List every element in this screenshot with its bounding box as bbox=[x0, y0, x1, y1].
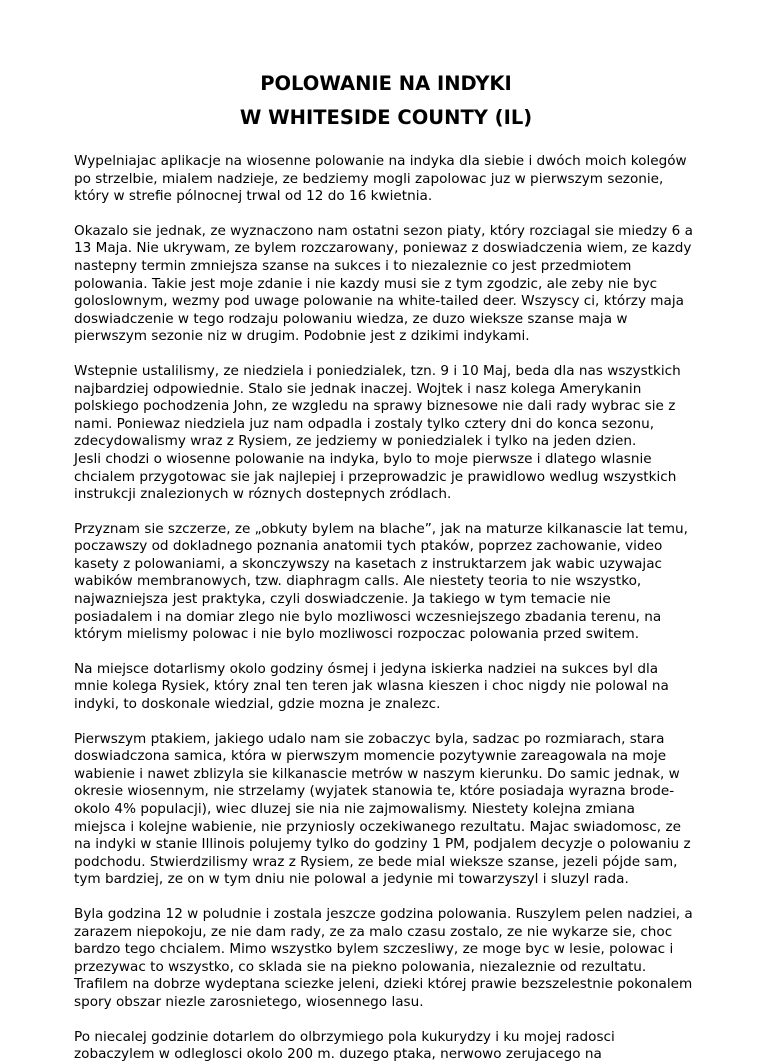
text-line: który w strefie pólnocnej trwal od 12 do 16 kwietnia. bbox=[74, 188, 433, 205]
text-line: instrukcji znalezionych w róznych dostepnych zródlach. bbox=[74, 486, 452, 503]
text-line: 13 Maja. Nie ukrywam, ze bylem rozczarowany, poniewaz z doswiadczenia wiem, ze kazdy bbox=[74, 240, 692, 257]
text-line: Jesli chodzi o wiosenne polowanie na indyka, bylo to moje pierwsze i dlatego wlasnie bbox=[74, 450, 652, 467]
text-line: bardzo tego chcialem. Mimo wszystko bylem szczesliwy, ze moge byc w lesie, polowac i bbox=[74, 941, 674, 958]
text-line: najbardziej odpowiednie. Stalo sie jednak inaczej. Wojtek i nasz kolega Amerykanin bbox=[74, 380, 642, 397]
text-line: Wypelniajac aplikacje na wiosenne polowanie na indyka dla siebie i dwóch moich kolegów bbox=[74, 153, 687, 169]
paragraph bbox=[74, 521, 698, 644]
text-line: goloslownym, wezmy pod uwage polowanie na white-tailed deer. Wszyscy ci, którzy maja bbox=[74, 293, 684, 310]
text-line: po strzelbie, mialem nadzieje, ze bedziemy mogli zapolowac juz w pierwszym sezonie, bbox=[74, 170, 664, 187]
text-line: spory obszar niezle zarosnietego, wiosennego lasu. bbox=[74, 993, 424, 1010]
text-line: kasety z polowaniami, a skonczywszy na kasetach z instruktarzem jak wabic uzywajac bbox=[74, 555, 663, 572]
text-line: indyki, to doskonale wiedzial, gdzie mozna je znalezc. bbox=[74, 696, 441, 713]
text-line: posiadalem i na domiar zlego nie bylo mozliwosci wczesniejszego zbadania terenu, na bbox=[74, 608, 662, 625]
text-line: doswiadczenie w tego rodzaju polowaniu wiedza, ze duzo wieksze szanse maja w bbox=[74, 310, 628, 327]
paragraph bbox=[74, 906, 698, 1012]
text-line: najwazniejsza jest praktyka, czyli doswiadczenie. Ja takiego w tym temacie nie bbox=[74, 591, 611, 608]
text-line: Wstepnie ustalilismy, ze niedziela i poniedzialek, tzn. 9 i 10 Maj, beda dla nas wszystkich bbox=[74, 362, 681, 379]
text-line: nastepny termin zmniejsza szanse na sukces i to niezaleznie co jest przedmiotem bbox=[74, 257, 632, 274]
title-line-2: W WHITESIDE COUNTY (IL) bbox=[239, 106, 533, 129]
text-line: którym mielismy polowac i nie bylo mozliwosci rozpoczac polowania przed switem. bbox=[74, 626, 640, 643]
text-line: Okazalo sie jednak, ze wyznaczono nam ostatni sezon piaty, który rozciagal sie miedzy 6 a bbox=[74, 222, 693, 239]
text-line: Na miejsce dotarlismy okolo godziny ósmej i jedyna iskierka nadziei na sukces byl dla bbox=[74, 660, 659, 677]
text-line: Po niecalej godzinie dotarlem do olbrzymiego pola kukurydzy i ku mojej radosci bbox=[74, 1028, 615, 1045]
paragraph bbox=[74, 731, 698, 889]
text-line: zobaczylem w odleglosci okolo 200 m. duzego ptaka, nerwowo zerujacego na bbox=[74, 1046, 602, 1063]
text-line: chcialem przygotowac sie jak najlepiej i przeprowadzic je prawidlowo wedlug wszystkich bbox=[74, 468, 677, 485]
text-line: wabików membranowych, tzw. diaphragm calls. Ale niestety teoria to nie wszystko, bbox=[74, 573, 642, 590]
paragraph bbox=[74, 153, 698, 206]
text-line: Pierwszym ptakiem, jakiego udalo nam sie zobaczyc byla, sadzac po rozmiarach, stara bbox=[74, 730, 665, 747]
text-line: doswiadczona samica, która w pierwszym momencie pozytywnie zareagowala na moje bbox=[74, 748, 667, 765]
text-line: wabienie i nawet zblizyla sie kilkanascie metrów w naszym kierunku. Do samic jednak, w bbox=[74, 765, 680, 782]
document-body bbox=[74, 153, 698, 1064]
document-title bbox=[74, 67, 698, 135]
text-line: miejsca i kolejne wabienie, nie przyniosly oczekiwanego rezultatu. Majac swiadomosc, ze bbox=[74, 818, 681, 835]
text-line: mnie kolega Rysiek, który znal ten teren jak wlasna kieszen i choc nigdy nie polowal na bbox=[74, 678, 669, 695]
text-line: podchodu. Stwierdzilismy wraz z Rysiem, ze bede mial wieksze szanse, jezeli pójde sam, bbox=[74, 853, 678, 870]
title-line-1: POLOWANIE NA INDYKI bbox=[260, 72, 512, 95]
text-line: przezywac to wszystko, co sklada sie na piekno polowania, niezaleznie od rezultatu. bbox=[74, 958, 647, 975]
text-line: na indyki w stanie Illinois polujemy tylko do godziny 1 PM, podjalem decyzje o polowaniu z bbox=[74, 836, 691, 853]
paragraph bbox=[74, 1029, 698, 1064]
text-line: Przyznam sie szczerze, ze „obkuty bylem na blache”, jak na maturze kilkanascie lat temu, bbox=[74, 520, 688, 537]
text-line: zarazem niepokoju, ze nie dam rady, ze za malo czasu zostalo, ze nie wykarze sie, choc bbox=[74, 923, 673, 940]
paragraph bbox=[74, 661, 698, 714]
text-line: pierwszym sezonie niz w drugim. Podobnie jest z dzikimi indykami. bbox=[74, 328, 530, 345]
text-line: Byla godzina 12 w poludnie i zostala jeszcze godzina polowania. Ruszylem pelen nadziei, a bbox=[74, 905, 693, 922]
text-line: poczawszy od dokladnego poznania anatomii tych ptaków, poprzez zachowanie, video bbox=[74, 538, 663, 555]
text-line: polowania. Takie jest moje zdanie i nie kazdy musi sie z tym zgodzic, ale zeby nie byc bbox=[74, 275, 658, 292]
text-line: okolo 4% populacji), wiec dluzej sie nia nie zajmowalismy. Niestety kolejna zmiana bbox=[74, 801, 635, 817]
text-line: okresie wiosennym, nie strzelamy (wyjatek stanowia te, które posiadaja wyrazna brode- bbox=[74, 783, 675, 800]
text-line: nami. Poniewaz niedziela juz nam odpadla i zostaly tylko cztery dni do konca sezonu, bbox=[74, 415, 655, 432]
paragraph bbox=[74, 223, 698, 346]
text-line: tym bardziej, ze on w tym dniu nie polowal a jedynie mi towarzyszyl i sluzyl rada. bbox=[74, 871, 629, 888]
paragraph bbox=[74, 363, 698, 504]
text-line: zdecydowalismy wraz z Rysiem, ze jedziemy w poniedzialek i tylko na jeden dzien. bbox=[74, 433, 637, 450]
text-line: polskiego pochodzenia John, ze wzgledu na sprawy biznesowe nie dali rady wybrac sie z bbox=[74, 398, 676, 415]
text-line: Trafilem na dobrze wydeptana sciezke jeleni, dzieki której prawie bezszelestnie pokonalem bbox=[74, 976, 693, 993]
